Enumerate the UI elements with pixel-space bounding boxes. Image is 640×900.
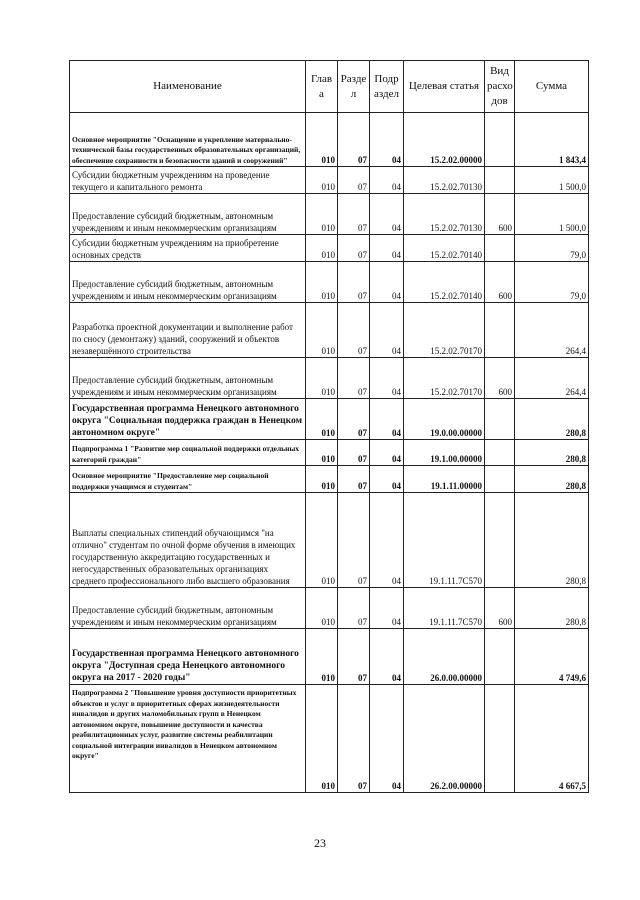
row-podrazdel: 04	[370, 235, 404, 262]
row-podrazdel: 04	[370, 466, 404, 493]
row-glava: 010	[306, 303, 338, 358]
row-glava: 010	[306, 399, 338, 440]
row-razdel: 07	[338, 167, 370, 194]
row-vid	[485, 493, 515, 588]
table-row	[70, 358, 589, 399]
row-vid: 600	[485, 194, 515, 235]
row-tselevaya: 26.0.00.00000	[404, 629, 485, 685]
row-summa: 280,8	[515, 493, 589, 588]
row-vid	[485, 113, 515, 167]
row-razdel: 07	[338, 262, 370, 303]
row-podrazdel: 04	[370, 358, 404, 399]
row-name: Подпрограмма 2 "Повышение уровня доступности приоритетных объектов и услуг в приоритетных сферах жизнедеятельности инвалидов и других маломобильных групп в Ненецком автономном округе, повышение доступности и качества реабилитационных услуг, развитие системы реабилитации социальной интеграции инвалидов в Ненецком автономном округе"	[70, 685, 306, 793]
row-razdel: 07	[338, 493, 370, 588]
row-tselevaya: 19.1.11.7C570	[404, 493, 485, 588]
row-glava: 010	[306, 466, 338, 493]
row-summa: 264,4	[515, 303, 589, 358]
row-vid	[485, 235, 515, 262]
table-row	[70, 167, 589, 194]
table-row	[70, 303, 589, 358]
row-name: Выплаты специальных стипендий обучающимся "на отлично" студентам по очной форме обучения в имеющих государственную аккредитацию государственных и негосударственных образовательных организациях среднего профессионального либо высшего образования	[70, 493, 306, 588]
row-name: Основное мероприятие "Оснащение и укрепление материально-технической базы государственных образовательных организаций, обеспечение сохранности и безопасности зданий и сооружений"	[70, 113, 306, 167]
row-razdel: 07	[338, 303, 370, 358]
row-podrazdel: 04	[370, 194, 404, 235]
row-glava: 010	[306, 113, 338, 167]
page-number: 23	[314, 836, 326, 850]
row-podrazdel: 04	[370, 629, 404, 685]
row-name: Предоставление субсидий бюджетным, автономным учреждениям и иным некоммерческим организациям	[70, 358, 306, 399]
row-name: Государственная программа Ненецкого автономного округа "Социальная поддержка граждан в Ненецком автономном округе"	[70, 399, 306, 440]
row-summa: 280,8	[515, 466, 589, 493]
row-name: Государственная программа Ненецкого автономного округа "Доступная среда Ненецкого автономного округа на 2017 - 2020 годы"	[70, 629, 306, 685]
header-vid: Вид расхо дов	[485, 61, 515, 113]
row-podrazdel: 04	[370, 262, 404, 303]
row-summa: 1 500,0	[515, 194, 589, 235]
row-tselevaya: 15.2.02.70140	[404, 235, 485, 262]
row-name: Подпрограмма 1 "Развитие мер социальной поддержки отдельных категорий граждан"	[70, 440, 306, 466]
row-glava: 010	[306, 167, 338, 194]
table-row	[70, 235, 589, 262]
row-name: Предоставление субсидий бюджетным, автономным учреждениям и иным некоммерческим организациям	[70, 194, 306, 235]
table-row	[70, 629, 589, 685]
row-glava: 010	[306, 685, 338, 793]
row-razdel: 07	[338, 194, 370, 235]
row-name: Субсидии бюджетным учреждениям на проведение текущего и капитального ремонта	[70, 167, 306, 194]
row-name: Разработка проектной документации и выполнение работ по сносу (демонтажу) зданий, сооружений и объектов незавершённого строительства	[70, 303, 306, 358]
row-razdel: 07	[338, 113, 370, 167]
row-glava: 010	[306, 358, 338, 399]
row-name: Предоставление субсидий бюджетным, автономным учреждениям и иным некоммерческим организациям	[70, 588, 306, 629]
row-vid	[485, 167, 515, 194]
row-podrazdel: 04	[370, 303, 404, 358]
row-razdel: 07	[338, 685, 370, 793]
row-tselevaya: 19.1.11.7C570	[404, 588, 485, 629]
row-razdel: 07	[338, 399, 370, 440]
row-vid: 600	[485, 262, 515, 303]
table-row	[70, 493, 589, 588]
row-vid	[485, 685, 515, 793]
table-row	[70, 466, 589, 493]
row-tselevaya: 19.1.00.00000	[404, 440, 485, 466]
table-row	[70, 113, 589, 167]
row-summa: 280,8	[515, 588, 589, 629]
row-razdel: 07	[338, 358, 370, 399]
row-summa: 1 500,0	[515, 167, 589, 194]
row-vid	[485, 466, 515, 493]
row-tselevaya: 15.2.02.70140	[404, 262, 485, 303]
header-row	[70, 61, 589, 113]
row-tselevaya: 19.0.00.00000	[404, 399, 485, 440]
row-vid: 600	[485, 358, 515, 399]
table-row	[70, 194, 589, 235]
table-row	[70, 399, 589, 440]
row-razdel: 07	[338, 440, 370, 466]
row-name: Предоставление субсидий бюджетным, автономным учреждениям и иным некоммерческим организациям	[70, 262, 306, 303]
row-podrazdel: 04	[370, 399, 404, 440]
row-podrazdel: 04	[370, 113, 404, 167]
header-name: Наименование	[70, 61, 306, 113]
row-glava: 010	[306, 440, 338, 466]
row-summa: 79,0	[515, 235, 589, 262]
row-razdel: 07	[338, 466, 370, 493]
row-summa: 4 667,5	[515, 685, 589, 793]
row-tselevaya: 15.2.02.70130	[404, 194, 485, 235]
row-glava: 010	[306, 262, 338, 303]
budget-table	[69, 60, 589, 793]
row-vid	[485, 440, 515, 466]
row-tselevaya: 15.2.02.70170	[404, 358, 485, 399]
table-row	[70, 685, 589, 793]
header-summa: Сумма	[515, 61, 589, 113]
table-row	[70, 262, 589, 303]
table-row	[70, 588, 589, 629]
row-podrazdel: 04	[370, 588, 404, 629]
row-podrazdel: 04	[370, 685, 404, 793]
row-podrazdel: 04	[370, 440, 404, 466]
row-tselevaya: 15.2.02.00000	[404, 113, 485, 167]
row-summa: 79,0	[515, 262, 589, 303]
row-glava: 010	[306, 493, 338, 588]
row-name: Основное мероприятие "Предоставление мер социальной поддержки учащимся и студентам"	[70, 466, 306, 493]
row-tselevaya: 15.2.02.70170	[404, 303, 485, 358]
row-summa: 280,8	[515, 440, 589, 466]
row-vid	[485, 399, 515, 440]
row-razdel: 07	[338, 235, 370, 262]
row-podrazdel: 04	[370, 493, 404, 588]
header-glava: Глав а	[306, 61, 338, 113]
row-summa: 264,4	[515, 358, 589, 399]
row-vid: 600	[485, 588, 515, 629]
row-tselevaya: 19.1.11.00000	[404, 466, 485, 493]
row-razdel: 07	[338, 629, 370, 685]
header-tselevaya: Целевая статья	[404, 61, 485, 113]
row-vid	[485, 303, 515, 358]
row-glava: 010	[306, 235, 338, 262]
table-row	[70, 440, 589, 466]
row-summa: 1 843,4	[515, 113, 589, 167]
row-glava: 010	[306, 629, 338, 685]
header-razdel: Разде л	[338, 61, 370, 113]
header-podrazdel: Подр аздел	[370, 61, 404, 113]
row-name: Субсидии бюджетным учреждениям на приобретение основных средств	[70, 235, 306, 262]
row-glava: 010	[306, 588, 338, 629]
row-razdel: 07	[338, 588, 370, 629]
row-summa: 280,8	[515, 399, 589, 440]
row-podrazdel: 04	[370, 167, 404, 194]
row-tselevaya: 15.2.02.70130	[404, 167, 485, 194]
row-glava: 010	[306, 194, 338, 235]
row-tselevaya: 26.2.00.00000	[404, 685, 485, 793]
row-summa: 4 749,6	[515, 629, 589, 685]
row-vid	[485, 629, 515, 685]
